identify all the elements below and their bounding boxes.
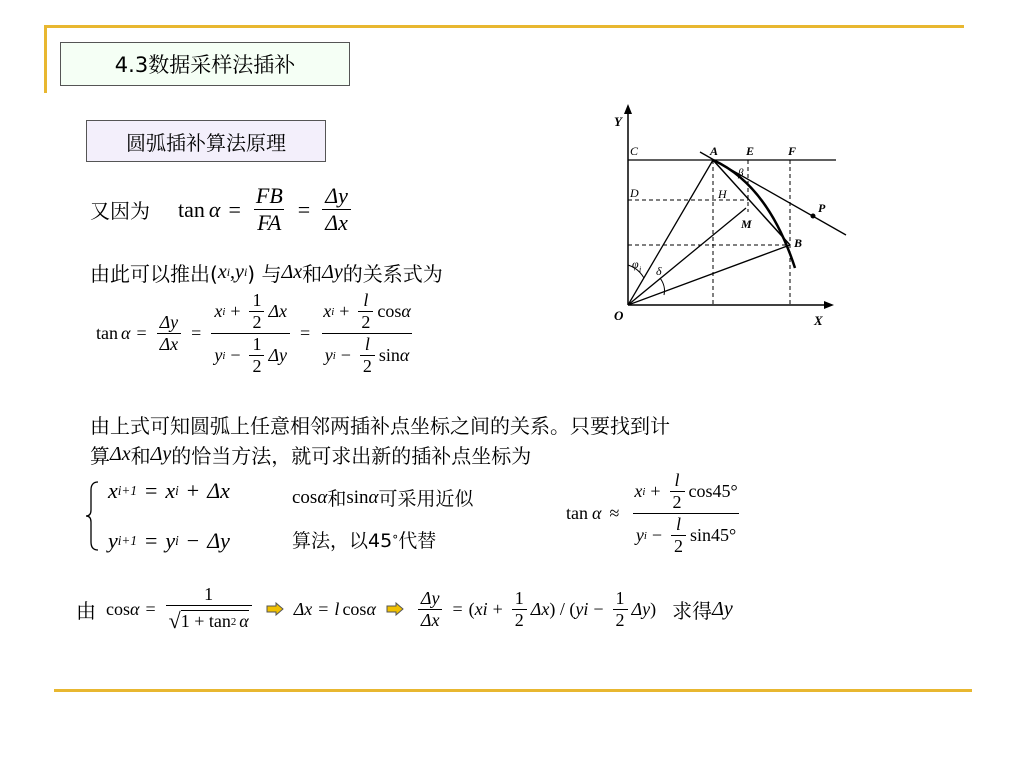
approx-line-1 — [292, 484, 474, 511]
ray-ob — [628, 245, 790, 305]
approx-line-2 — [292, 526, 436, 553]
eq-sign: = — [318, 598, 329, 619]
i-sub: i — [332, 349, 336, 362]
dy-dx-fraction — [418, 588, 443, 631]
two: 2 — [670, 491, 685, 513]
two: 2 — [613, 609, 628, 631]
sqrt-body-text: 1 + tan — [180, 611, 231, 631]
sqrt-body — [181, 610, 249, 632]
cos-text: cos — [106, 598, 130, 619]
l-var: l — [363, 290, 369, 310]
brace — [84, 480, 102, 556]
known-line-1: 由上式可知圆弧上任意相邻两插补点坐标之间的关系。只要找到计 — [90, 414, 670, 438]
xi-var: x — [214, 301, 223, 321]
cos-text: cos — [342, 598, 367, 619]
i-sub: i — [643, 529, 647, 542]
section-title — [86, 120, 326, 162]
relation-end: 的关系式为 — [342, 262, 443, 286]
known2b-text: 的恰当方法，就可求出新的插补点坐标为 — [171, 444, 532, 468]
he-text: 和 — [302, 262, 323, 286]
alpha-text: α — [239, 611, 249, 631]
two: 2 — [249, 311, 264, 333]
l-half-fraction — [671, 514, 686, 557]
yi-var: y — [324, 345, 333, 365]
label-o: O — [614, 308, 624, 323]
cos-fraction — [166, 584, 252, 634]
label-b: B — [794, 236, 803, 250]
l-half-fraction — [358, 290, 373, 333]
eq-sign: = — [144, 528, 158, 553]
xi-lcos45 — [631, 470, 740, 513]
plus-sign: + — [339, 301, 350, 321]
alpha-text: α — [401, 301, 411, 321]
i-sub: i — [243, 265, 248, 279]
cos-sin-fraction — [320, 290, 414, 377]
bottom-rule — [54, 689, 972, 692]
dy-numerator: Δy — [325, 183, 348, 208]
one: 1 — [514, 587, 524, 608]
dx-var: Δx — [281, 261, 303, 283]
dx-var: Δx — [110, 443, 131, 465]
eq-bottom — [76, 584, 733, 634]
slide-title — [60, 42, 350, 86]
eq-sign: = — [144, 478, 158, 503]
yi-lsin — [322, 333, 413, 377]
label-h: H — [718, 187, 727, 201]
he-text: 和 — [130, 444, 151, 468]
yi-var: y — [635, 525, 644, 545]
eq-x-next — [108, 478, 230, 504]
two: 2 — [249, 355, 264, 377]
tan-text: tan — [96, 323, 118, 343]
brace-icon — [84, 480, 102, 552]
approx2-text: 算法，以45 — [292, 530, 393, 552]
sqrt-denominator — [166, 605, 252, 634]
arrow-right-icon — [266, 602, 284, 616]
comma: , — [230, 261, 236, 283]
yu-text: ) 与 — [247, 262, 282, 286]
section-title-text: 圆弧插补算法原理 — [126, 130, 286, 155]
half-fraction — [249, 290, 264, 333]
alpha-text: α — [208, 196, 221, 222]
fb-numerator: FB — [255, 183, 283, 208]
alpha-text: α — [592, 503, 602, 523]
dx-denominator: Δx — [322, 209, 351, 236]
xi-var: x — [323, 301, 332, 321]
label-phi-sub: i — [639, 265, 642, 274]
he-text: 和 — [327, 488, 347, 510]
label-y: Y — [614, 114, 622, 129]
top-rule — [44, 25, 964, 28]
yi-var: y — [165, 528, 176, 553]
eq-sign: = — [136, 323, 147, 343]
eq-tan-approx — [566, 470, 745, 557]
xi-lcos — [320, 290, 414, 333]
l-var: l — [674, 470, 680, 490]
alpha-text: α — [317, 486, 328, 508]
lparen: ( — [468, 598, 475, 619]
label-phi: φ — [632, 257, 639, 271]
approx2b-text: 代替 — [398, 530, 437, 552]
minus-sign: − — [593, 598, 604, 619]
alpha-text: α — [121, 323, 131, 343]
x-axis-arrow-icon — [824, 301, 834, 309]
half-fraction — [613, 588, 628, 631]
i-sub: i — [175, 533, 179, 548]
ip1-sub: i+1 — [117, 533, 137, 548]
i-sub: i — [226, 265, 231, 279]
known2a-text: 算 — [90, 444, 110, 468]
ray-om — [628, 208, 746, 305]
dy-var: Δy — [322, 261, 343, 283]
sqrt-icon: √ — [168, 608, 181, 633]
y-var: y — [108, 528, 118, 553]
eq-sign: = — [300, 323, 311, 343]
fb-fa-fraction — [253, 183, 286, 236]
eq-y-next — [108, 528, 230, 554]
slash: ) / ( — [549, 598, 576, 619]
one: 1 — [252, 290, 262, 310]
two: 2 — [360, 355, 375, 377]
sin-text: sin — [346, 486, 369, 508]
chord-ab — [713, 160, 790, 245]
label-m: M — [741, 217, 752, 231]
label-e: E — [746, 144, 755, 158]
l-var: l — [334, 598, 340, 619]
minus-sign: − — [186, 528, 200, 553]
dx-var: Δx — [207, 478, 230, 503]
dx-denominator: Δx — [157, 333, 182, 355]
dx-denominator: Δx — [418, 609, 443, 631]
dy-numerator: Δy — [159, 312, 179, 332]
xi-var: x — [165, 478, 176, 503]
dy-var: Δy — [207, 528, 230, 553]
i-sub: i — [331, 305, 335, 318]
label-f: F — [788, 144, 797, 158]
arc-interpolation-diagram — [608, 100, 853, 335]
sin-text: sin — [378, 345, 400, 365]
minus-sign: − — [651, 525, 662, 545]
two: 2 — [671, 535, 686, 557]
alpha-text: α — [366, 598, 376, 619]
plus-sign: + — [186, 478, 200, 503]
sin45-text: sin45° — [689, 525, 737, 545]
plus-sign: + — [492, 598, 503, 619]
label-p: P — [818, 201, 826, 215]
alpha-text: α — [368, 486, 379, 508]
x-var: x — [108, 478, 118, 503]
arc-ab — [713, 160, 795, 268]
dy-var: Δy — [712, 597, 733, 620]
two: 2 — [358, 311, 373, 333]
dy-var: Δy — [631, 598, 651, 619]
minus-sign: − — [340, 345, 351, 365]
dy-var: Δy — [268, 345, 288, 365]
dy-dx-fraction — [322, 183, 351, 236]
label-x: X — [814, 313, 823, 328]
l-var: l — [364, 334, 370, 354]
ray-oa — [628, 160, 713, 305]
i-sub: i — [642, 485, 646, 498]
plus-sign: + — [230, 301, 241, 321]
slide-title-text: 4.3数据采样法插补 — [114, 53, 296, 77]
relation-line — [90, 258, 443, 287]
because-text: 又因为 — [90, 199, 150, 223]
approx-sign: ≈ — [609, 503, 620, 523]
two: 2 — [512, 609, 527, 631]
xi-yi-fraction — [211, 290, 290, 377]
eq-main — [96, 290, 418, 377]
one: 1 — [615, 587, 625, 608]
yi-var: y — [214, 345, 223, 365]
i-sub: i — [222, 349, 226, 362]
dy-dx-fraction — [157, 312, 182, 355]
eq-because — [90, 183, 355, 236]
half-fraction — [249, 334, 264, 377]
yi-var: y — [235, 261, 244, 283]
eq-sign: = — [191, 323, 202, 343]
alpha-text: α — [130, 598, 140, 619]
eq-sign: = — [228, 196, 241, 222]
label-beta: β — [738, 167, 744, 179]
xi-half-dx — [211, 290, 290, 333]
i-sub: i — [175, 483, 179, 498]
yi-var: y — [575, 598, 584, 619]
l-half-fraction — [670, 470, 685, 513]
dy-var: Δy — [150, 443, 172, 465]
i-sub: i — [482, 598, 488, 619]
dx-var: Δx — [530, 598, 550, 619]
l-half-fraction — [360, 334, 375, 377]
known-line-2 — [90, 440, 531, 469]
label-d: D — [630, 186, 639, 200]
alpha-text: α — [399, 345, 410, 365]
relation-intro: 由此可以推出( — [90, 262, 218, 286]
rparen: ) — [650, 598, 657, 619]
eq-sign: = — [452, 598, 463, 619]
xi-var: x — [634, 481, 643, 501]
one: 1 — [204, 584, 214, 604]
you-text: 由 — [76, 598, 96, 623]
qiude-text: 求得 — [672, 598, 713, 623]
left-rule — [44, 25, 47, 93]
cos-text: cos — [377, 301, 402, 321]
dy-numerator: Δy — [420, 587, 440, 608]
label-a: A — [710, 144, 719, 158]
cos-text: cos — [292, 486, 318, 508]
one: 1 — [252, 334, 262, 354]
point-p — [811, 214, 816, 219]
y-axis-arrow-icon — [624, 104, 632, 114]
cos45-text: cos45° — [688, 481, 738, 501]
i-sub: i — [583, 598, 589, 619]
plus-sign: + — [650, 481, 661, 501]
tan-text: tan — [566, 503, 588, 523]
tan-text: tan — [178, 196, 205, 222]
ip1-sub: i+1 — [117, 483, 137, 498]
fa-denominator: FA — [254, 209, 284, 236]
l-var: l — [675, 514, 681, 534]
eq-sign: = — [297, 196, 311, 222]
half-fraction — [512, 588, 527, 631]
yi-lsin45 — [633, 513, 739, 557]
eq-sign: = — [145, 598, 156, 619]
approx1-text: 可采用近似 — [378, 488, 474, 510]
arrow-right-icon — [386, 602, 404, 616]
label-delta: δ — [656, 264, 662, 278]
minus-sign: − — [230, 345, 241, 365]
square: 2 — [230, 615, 237, 628]
xi-var: x — [474, 598, 483, 619]
cos45-sin45-fraction — [631, 470, 740, 557]
label-c: C — [630, 144, 639, 158]
dx-var: Δx — [268, 301, 288, 321]
yi-half-dy — [211, 333, 290, 377]
degree-sign: ° — [392, 532, 399, 547]
dx-var: Δx — [293, 598, 313, 619]
i-sub: i — [222, 305, 226, 318]
xi-var: x — [217, 261, 227, 283]
